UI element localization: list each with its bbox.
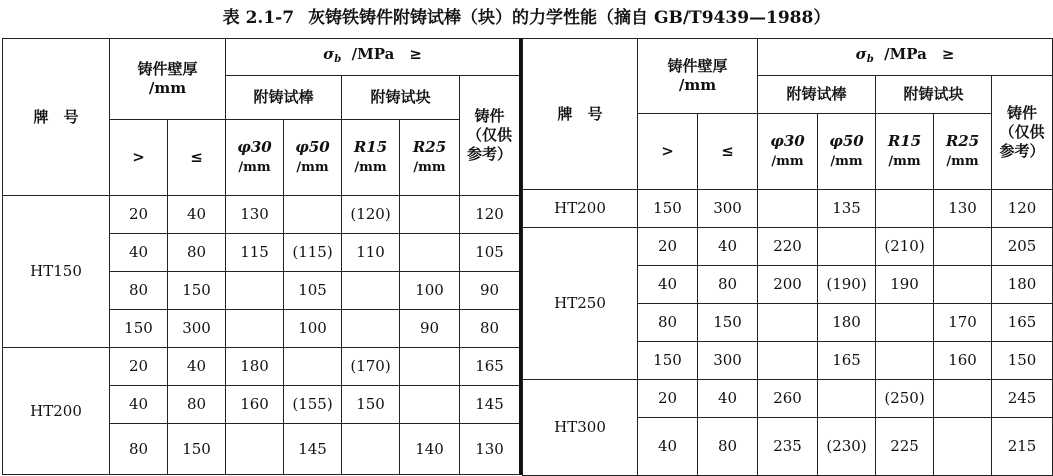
- d30-cell: [758, 190, 818, 228]
- casting-cell: 245: [992, 380, 1053, 418]
- casting-cell: 215: [992, 418, 1053, 476]
- d50-unit: /mm: [296, 160, 329, 175]
- d50-cell: 105: [284, 272, 342, 310]
- r25-header: [400, 120, 460, 196]
- r15-cell: [876, 342, 934, 380]
- sigma-unit: /MPa ≥: [351, 45, 422, 63]
- d30-cell: [758, 342, 818, 380]
- gt-cell: 20: [638, 228, 698, 266]
- table-number: 表 2.1-7: [222, 8, 295, 28]
- r15-cell: 190: [876, 266, 934, 304]
- grade-header: 牌 号: [523, 39, 638, 190]
- gt-cell: 80: [110, 272, 168, 310]
- d30-cell: [226, 272, 284, 310]
- le-header: ≤: [698, 114, 758, 190]
- le-cell: 80: [698, 266, 758, 304]
- casting-cell: 205: [992, 228, 1053, 266]
- d50-cell: (115): [284, 234, 342, 272]
- d50-cell: 100: [284, 310, 342, 348]
- d50-cell: 180: [818, 304, 876, 342]
- casting-label-3: 参考）: [999, 142, 1045, 160]
- d30-cell: 260: [758, 380, 818, 418]
- attached-block-header: 附铸试块: [876, 76, 992, 114]
- r25-cell: 160: [934, 342, 992, 380]
- d50-cell: (190): [818, 266, 876, 304]
- wall-thickness-unit: /mm: [148, 79, 187, 97]
- r15-cell: [342, 310, 400, 348]
- casting-cell: 165: [460, 348, 520, 386]
- le-cell: 150: [168, 272, 226, 310]
- r25-unit: /mm: [946, 154, 979, 169]
- d50-cell: [284, 348, 342, 386]
- r15-cell: (210): [876, 228, 934, 266]
- table-title-text: 灰铸铁铸件附铸试棒（块）的力学性能（摘自 GB/T9439—1988）: [308, 8, 831, 28]
- d30-cell: [758, 304, 818, 342]
- d50-unit: /mm: [830, 154, 863, 169]
- le-cell: 80: [698, 418, 758, 476]
- r25-cell: [400, 348, 460, 386]
- d50-label: φ50: [829, 132, 864, 150]
- r15-cell: 225: [876, 418, 934, 476]
- r25-cell: 140: [400, 424, 460, 475]
- r15-cell: [342, 272, 400, 310]
- tensile-strength-header: [758, 39, 1053, 76]
- r25-unit: /mm: [413, 160, 446, 175]
- r25-cell: 100: [400, 272, 460, 310]
- d30-cell: 130: [226, 196, 284, 234]
- r15-cell: [876, 304, 934, 342]
- r15-cell: (250): [876, 380, 934, 418]
- wall-thickness-header: [110, 39, 226, 120]
- casting-cell: 180: [992, 266, 1053, 304]
- r25-cell: [934, 228, 992, 266]
- sigma-subscript: b: [866, 54, 874, 65]
- r15-header: [342, 120, 400, 196]
- casting-label-2: （仅供: [467, 126, 513, 144]
- casting-cell: 130: [460, 424, 520, 475]
- wall-thickness-label: 铸件壁厚: [137, 60, 198, 78]
- d30-header: [226, 120, 284, 196]
- r15-cell: (170): [342, 348, 400, 386]
- left-table: [2, 38, 520, 475]
- d50-header: [818, 114, 876, 190]
- grade-cell: HT200: [523, 190, 638, 228]
- r15-label: R15: [353, 138, 388, 156]
- sigma-symbol: σ: [855, 45, 867, 63]
- sigma-unit: /MPa ≥: [884, 45, 955, 63]
- d30-cell: 200: [758, 266, 818, 304]
- le-cell: 150: [168, 424, 226, 475]
- gt-cell: 40: [110, 386, 168, 424]
- r25-cell: 90: [400, 310, 460, 348]
- casting-cell: 105: [460, 234, 520, 272]
- gt-cell: 150: [110, 310, 168, 348]
- r15-unit: /mm: [354, 160, 387, 175]
- r25-header: [934, 114, 992, 190]
- r25-cell: [400, 234, 460, 272]
- d30-label: φ30: [770, 132, 805, 150]
- d30-cell: 180: [226, 348, 284, 386]
- casting-cell: 145: [460, 386, 520, 424]
- le-cell: 150: [698, 304, 758, 342]
- wall-thickness-header: [638, 39, 758, 114]
- r15-cell: 110: [342, 234, 400, 272]
- right-table: [522, 38, 1053, 476]
- d30-label: φ30: [237, 138, 272, 156]
- gt-cell: 40: [638, 266, 698, 304]
- d30-header: [758, 114, 818, 190]
- casting-label-1: 铸件: [1007, 104, 1038, 122]
- attached-bar-header: 附铸试棒: [758, 76, 876, 114]
- grade-cell: HT200: [3, 348, 110, 475]
- gt-cell: 150: [638, 190, 698, 228]
- d50-cell: 135: [818, 190, 876, 228]
- d50-cell: (230): [818, 418, 876, 476]
- r15-cell: 150: [342, 386, 400, 424]
- header-row-1: [523, 39, 1053, 76]
- d50-cell: [818, 380, 876, 418]
- d30-cell: 160: [226, 386, 284, 424]
- r25-cell: [400, 386, 460, 424]
- le-cell: 40: [698, 380, 758, 418]
- d30-cell: 115: [226, 234, 284, 272]
- tensile-strength-header: [226, 39, 520, 76]
- r25-cell: [400, 196, 460, 234]
- attached-block-header: 附铸试块: [342, 76, 460, 120]
- casting-cell: 90: [460, 272, 520, 310]
- wall-thickness-unit: /mm: [678, 76, 717, 94]
- d50-header: [284, 120, 342, 196]
- gt-header: >: [110, 120, 168, 196]
- casting-cell: 165: [992, 304, 1053, 342]
- d30-unit: /mm: [771, 154, 804, 169]
- sigma-subscript: b: [334, 54, 342, 65]
- grade-cell: HT250: [523, 228, 638, 380]
- grade-cell: HT300: [523, 380, 638, 476]
- r15-cell: (120): [342, 196, 400, 234]
- casting-label-2: （仅供: [999, 123, 1045, 141]
- r15-header: [876, 114, 934, 190]
- d30-unit: /mm: [238, 160, 271, 175]
- le-cell: 80: [168, 234, 226, 272]
- gt-cell: 80: [638, 304, 698, 342]
- le-cell: 300: [698, 190, 758, 228]
- r25-cell: 130: [934, 190, 992, 228]
- r25-cell: 170: [934, 304, 992, 342]
- gt-header: >: [638, 114, 698, 190]
- table-row: [3, 348, 520, 386]
- le-cell: 300: [698, 342, 758, 380]
- r15-unit: /mm: [888, 154, 921, 169]
- r25-label: R25: [945, 132, 980, 150]
- r25-cell: [934, 266, 992, 304]
- r25-cell: [934, 380, 992, 418]
- gt-cell: 40: [638, 418, 698, 476]
- wall-thickness-label: 铸件壁厚: [667, 57, 728, 75]
- le-header: ≤: [168, 120, 226, 196]
- gt-cell: 20: [110, 196, 168, 234]
- casting-reference-header: [460, 76, 520, 196]
- le-cell: 40: [168, 348, 226, 386]
- le-cell: 40: [698, 228, 758, 266]
- d30-cell: [226, 310, 284, 348]
- gt-cell: 20: [638, 380, 698, 418]
- r15-cell: [342, 424, 400, 475]
- table-row: [523, 380, 1053, 418]
- d30-cell: [226, 424, 284, 475]
- table-row: [523, 228, 1053, 266]
- attached-bar-header: 附铸试棒: [226, 76, 342, 120]
- le-cell: 300: [168, 310, 226, 348]
- mechanical-properties-tables: [2, 38, 1052, 475]
- casting-cell: 80: [460, 310, 520, 348]
- d30-cell: 235: [758, 418, 818, 476]
- gt-cell: 40: [110, 234, 168, 272]
- d50-cell: [818, 228, 876, 266]
- casting-cell: 120: [460, 196, 520, 234]
- d50-cell: [284, 196, 342, 234]
- d50-cell: 165: [818, 342, 876, 380]
- r15-cell: [876, 190, 934, 228]
- d50-cell: 145: [284, 424, 342, 475]
- gt-cell: 20: [110, 348, 168, 386]
- grade-header: 牌 号: [3, 39, 110, 196]
- gt-cell: 150: [638, 342, 698, 380]
- gt-cell: 80: [110, 424, 168, 475]
- r15-label: R15: [887, 132, 922, 150]
- d30-cell: 220: [758, 228, 818, 266]
- header-row-1: [3, 39, 520, 76]
- casting-cell: 150: [992, 342, 1053, 380]
- r25-cell: [934, 418, 992, 476]
- table-row: [3, 196, 520, 234]
- table-row: [523, 190, 1053, 228]
- casting-cell: 120: [992, 190, 1053, 228]
- sigma-symbol: σ: [323, 45, 335, 63]
- d50-cell: (155): [284, 386, 342, 424]
- le-cell: 40: [168, 196, 226, 234]
- le-cell: 80: [168, 386, 226, 424]
- casting-label-1: 铸件: [474, 107, 505, 125]
- grade-cell: HT150: [3, 196, 110, 348]
- casting-reference-header: [992, 76, 1053, 190]
- table-title: [0, 2, 1053, 34]
- r25-label: R25: [412, 138, 447, 156]
- casting-label-3: 参考）: [467, 145, 513, 163]
- d50-label: φ50: [295, 138, 330, 156]
